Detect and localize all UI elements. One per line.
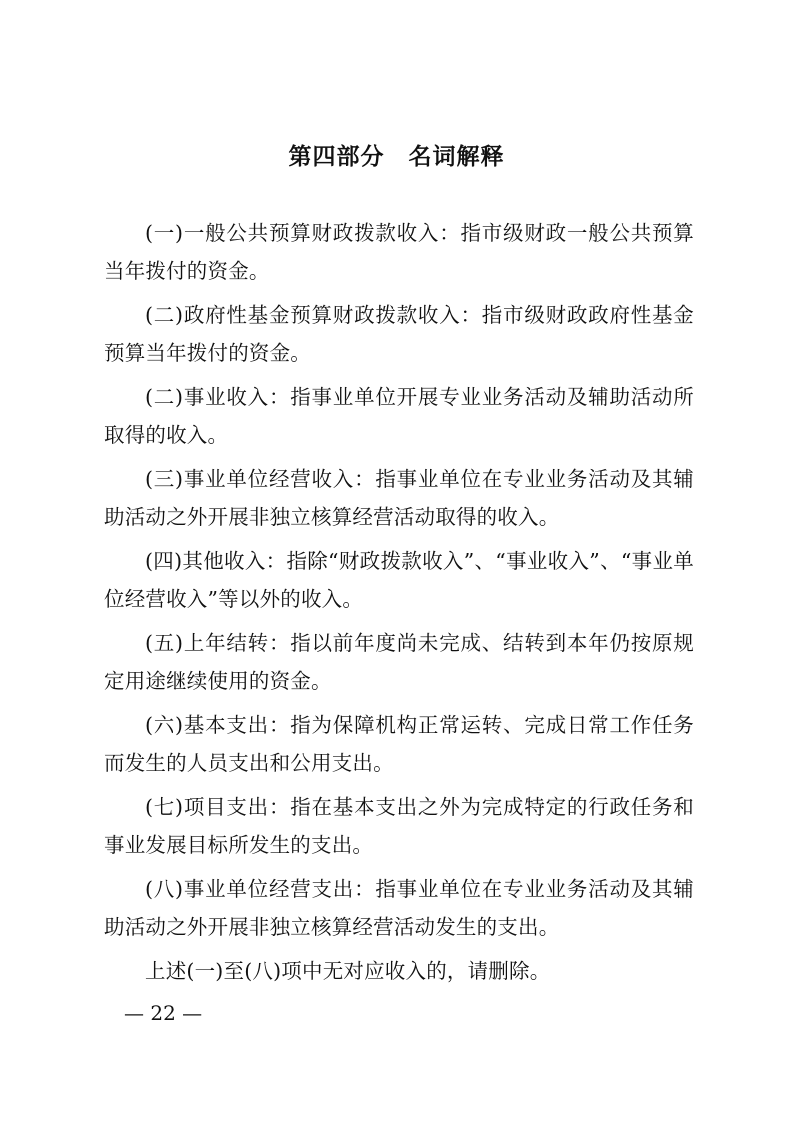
page-title: 第四部分 名词解释 [288, 144, 505, 170]
paragraph-4: (三)事业单位经营收入：指事业单位在专业业务活动及其辅助活动之外开展非独立核算经营活动取得的收入。 [104, 467, 694, 529]
document-body [104, 214, 694, 996]
paragraph-8: (七)项目支出：指在基本支出之外为完成特定的行政任务和事业发展目标所发生的支出。 [104, 795, 694, 857]
page-number: — 22 — [124, 1001, 203, 1025]
paragraph-5: (四)其他收入：指除“财政拨款收入”、“事业收入”、“事业单位经营收入”等以外的收入。 [104, 549, 694, 611]
paragraph-6: (五)上年结转：指以前年度尚未完成、结转到本年仍按原规定用途继续使用的资金。 [104, 631, 694, 693]
paragraph-1: (一)一般公共预算财政拨款收入：指市级财政一般公共预算当年拨付的资金。 [104, 221, 694, 283]
paragraph-3: (二)事业收入：指事业单位开展专业业务活动及辅助活动所取得的收入。 [104, 385, 694, 447]
paragraph-10: 上述(一)至(八)项中无对应收入的，请删除。 [145, 959, 551, 983]
paragraph-2: (二)政府性基金预算财政拨款收入：指市级财政政府性基金预算当年拨付的资金。 [104, 303, 694, 365]
paragraph-7: (六)基本支出：指为保障机构正常运转、完成日常工作任务而发生的人员支出和公用支出。 [104, 713, 694, 775]
paragraph-9: (八)事业单位经营支出：指事业单位在专业业务活动及其辅助活动之外开展非独立核算经营活动发生的支出。 [104, 877, 694, 939]
